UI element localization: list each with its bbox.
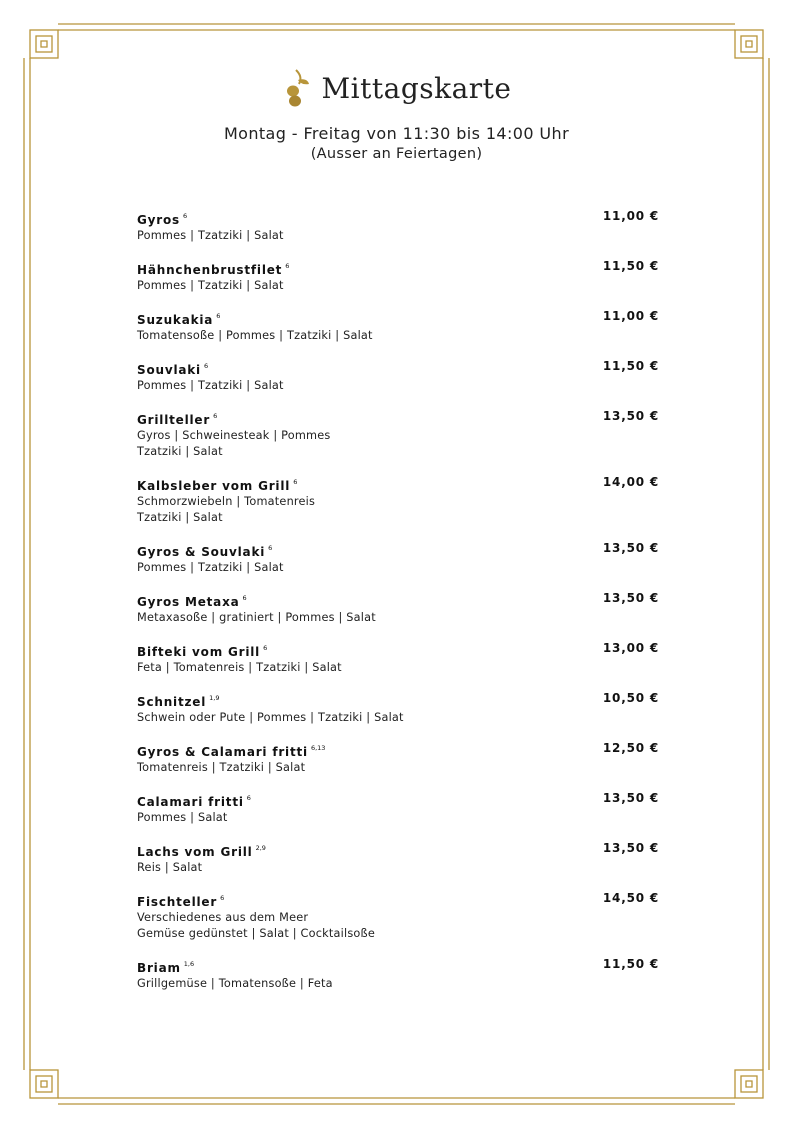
menu-item-title: Gyros <box>137 213 180 227</box>
menu-item-title: Briam <box>137 961 181 975</box>
allergen-note: 6 <box>203 362 209 370</box>
olive-branch-icon <box>282 68 312 108</box>
menu-item-title: Gyros & Calamari fritti <box>137 745 308 759</box>
menu-item-description: Schmorzwiebeln | Tomatenreis <box>137 495 316 508</box>
menu-item-title: Suzukakia <box>137 313 214 327</box>
menu-item <box>137 640 659 676</box>
allergen-note: 6,13 <box>310 744 326 752</box>
allergen-note: 6 <box>213 412 218 420</box>
menu-item-name <box>137 408 659 428</box>
menu-item-description: Schwein oder Pute | Pommes | Tzatziki | Salat <box>137 711 404 724</box>
menu-item-price: 13,00 € <box>602 641 659 655</box>
menu-item-title: Grillteller <box>137 413 211 427</box>
menu-item-description: Feta | Tomatenreis | Tzatziki | Salat <box>137 661 342 674</box>
menu-item-description: Pommes | Tzatziki | Salat <box>137 561 284 574</box>
allergen-note: 6 <box>285 262 290 270</box>
menu-item-title: Schnitzel <box>137 695 207 709</box>
allergen-note: 6 <box>216 312 221 320</box>
menu-item-description: Grillgemüse | Tomatensoße | Feta <box>137 977 333 990</box>
menu-item-price: 11,50 € <box>602 359 659 373</box>
allergen-note: 6 <box>242 594 247 602</box>
menu-item-description: Gemüse gedünstet | Salat | Cocktailsoße <box>137 927 376 940</box>
menu-item-title: Souvlaki <box>137 363 201 377</box>
menu-item-description: Pommes | Tzatziki | Salat <box>137 279 284 292</box>
menu-item-description: Tzatziki | Salat <box>137 445 223 458</box>
menu-item-price: 11,00 € <box>602 209 659 223</box>
menu-item-name <box>137 790 659 810</box>
title-row <box>0 68 793 108</box>
menu-item <box>137 840 659 876</box>
menu-item-price: 11,50 € <box>602 957 659 971</box>
menu-item-name <box>137 308 659 328</box>
menu-item <box>137 308 659 344</box>
menu-item-name <box>137 358 659 378</box>
allergen-note: 6 <box>263 644 268 652</box>
menu-item-description: Pommes | Tzatziki | Salat <box>137 229 284 242</box>
menu-item-price: 13,50 € <box>602 591 659 605</box>
menu-item-description: Reis | Salat <box>137 861 203 874</box>
menu-item-price: 13,50 € <box>602 541 659 555</box>
menu-item-price: 10,50 € <box>602 691 659 705</box>
allergen-note: 6 <box>268 544 273 552</box>
menu-item-price: 13,50 € <box>602 409 659 423</box>
menu-item <box>137 408 659 460</box>
menu-item <box>137 258 659 294</box>
menu-item-description: Verschiedenes aus dem Meer <box>137 911 309 924</box>
allergen-note: 1,9 <box>209 694 220 702</box>
menu-item <box>137 590 659 626</box>
menu-item-name <box>137 690 659 710</box>
menu-item-price: 14,50 € <box>602 891 659 905</box>
allergen-note: 6 <box>220 894 225 902</box>
menu-item-description: Tzatziki | Salat <box>137 511 223 524</box>
menu-item-name <box>137 208 659 228</box>
menu-item-price: 11,50 € <box>602 259 659 273</box>
menu-item-title: Hähnchenbrustfilet <box>137 263 283 277</box>
menu-item-name <box>137 590 659 610</box>
menu-item-title: Kalbsleber vom Grill <box>137 479 291 493</box>
menu-item-price: 12,50 € <box>602 741 659 755</box>
allergen-note: 1,6 <box>183 960 195 968</box>
menu-item-price: 14,00 € <box>602 475 659 489</box>
opening-hours: Montag - Freitag von 11:30 bis 14:00 Uhr <box>223 124 570 143</box>
allergen-note: 6 <box>293 478 298 486</box>
menu-item <box>137 956 659 992</box>
menu-item-title: Bifteki vom Grill <box>137 645 261 659</box>
holiday-note: (Ausser an Feiertagen) <box>310 146 483 162</box>
menu-item-description: Pommes | Salat <box>137 811 228 824</box>
menu-item-title: Calamari fritti <box>137 795 244 809</box>
page-title: Mittagskarte <box>321 71 512 105</box>
menu-item-description: Tomatenreis | Tzatziki | Salat <box>137 761 306 774</box>
menu-item-price: 13,50 € <box>602 791 659 805</box>
menu-list <box>137 208 659 1006</box>
menu-item <box>137 208 659 244</box>
menu-item-name <box>137 740 659 760</box>
menu-item-title: Lachs vom Grill <box>137 845 253 859</box>
menu-item <box>137 474 659 526</box>
menu-header <box>0 68 793 162</box>
menu-item-description: Pommes | Tzatziki | Salat <box>137 379 284 392</box>
menu-item-title: Gyros & Souvlaki <box>137 545 266 559</box>
menu-item-name <box>137 540 659 560</box>
menu-item-price: 13,50 € <box>602 841 659 855</box>
menu-item-description: Gyros | Schweinesteak | Pommes <box>137 429 331 442</box>
menu-item <box>137 540 659 576</box>
allergen-note: 6 <box>246 794 251 802</box>
menu-item <box>137 690 659 726</box>
menu-item-name <box>137 956 659 976</box>
menu-item <box>137 890 659 942</box>
allergen-note: 2,9 <box>255 844 266 852</box>
menu-item-name <box>137 258 659 278</box>
menu-item-name <box>137 640 659 660</box>
menu-item-description: Metaxasoße | gratiniert | Pommes | Salat <box>137 611 376 624</box>
menu-item-name <box>137 890 659 910</box>
menu-item <box>137 790 659 826</box>
menu-item <box>137 358 659 394</box>
menu-item-title: Fischteller <box>137 895 218 909</box>
menu-item-price: 11,00 € <box>602 309 659 323</box>
menu-item <box>137 740 659 776</box>
menu-item-description: Tomatensoße | Pommes | Tzatziki | Salat <box>137 329 373 342</box>
allergen-note: 6 <box>182 212 188 220</box>
menu-item-title: Gyros Metaxa <box>137 595 240 609</box>
menu-item-name <box>137 474 659 494</box>
menu-item-name <box>137 840 659 860</box>
